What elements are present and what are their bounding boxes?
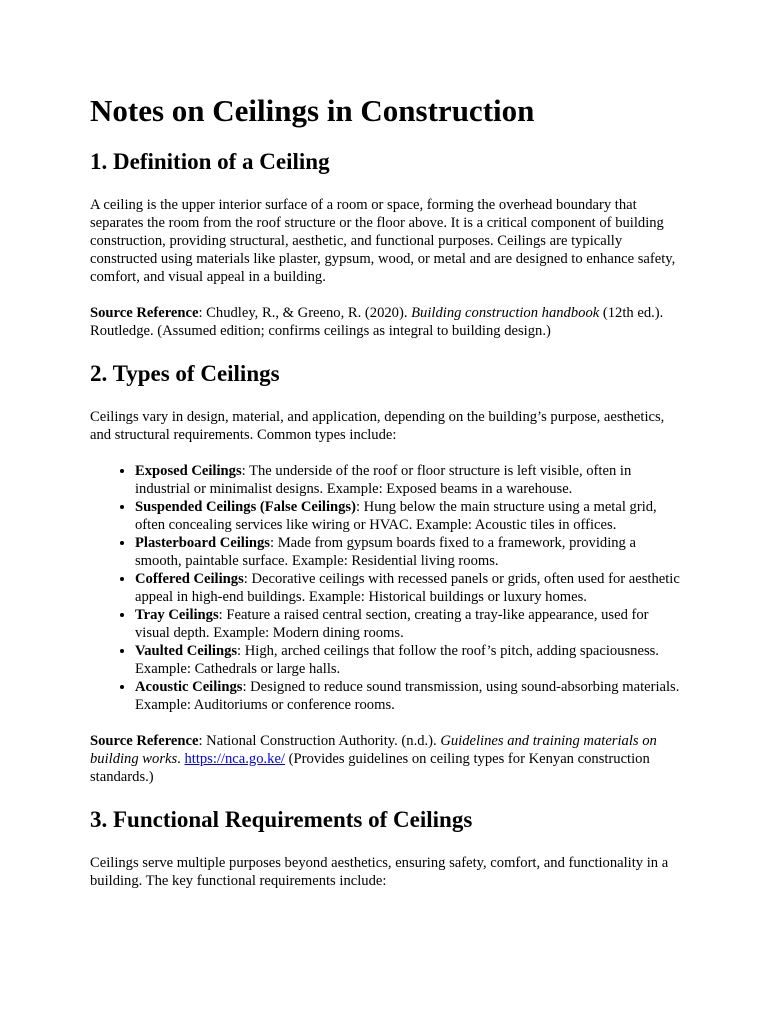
list-item (135, 462, 682, 498)
list-item (135, 606, 682, 642)
list-item (135, 534, 682, 570)
source-text: . (177, 751, 185, 767)
list-item-desc: : High, arched ceilings that follow the roof’s pitch, adding spaciousness. Example: Cathedrals or large halls. (135, 643, 659, 677)
list-item-term: Coffered Ceilings (135, 571, 244, 587)
source-text: : Chudley, R., & Greeno, R. (2020). (198, 305, 412, 321)
list-item-desc: : Designed to reduce sound transmission, using sound-absorbing materials. Example: Auditoriums or conference rooms. (135, 679, 680, 713)
source-label: Source Reference (90, 733, 199, 749)
section-heading-definition: 1. Definition of a Ceiling (90, 149, 330, 174)
source-reference-definition (90, 304, 682, 340)
types-intro-paragraph: Ceilings vary in design, material, and application, depending on the building’s purpose, aesthetics, and structural requirements. Common types include: (90, 409, 665, 443)
definition-paragraph: A ceiling is the upper interior surface of a room or space, forming the overhead boundary that separates the room from the roof structure or the floor above. It is a critical component of building construction, providing structural, aesthetic, and functional purposes. Ceilings are typically constructed using materials like plaster, gypsum, wood, or metal and are designed to enhance safety, comfort, and visual appeal in a building. (90, 197, 676, 285)
source-text: (12th ed.). Routledge. (Assumed edition; confirms ceilings as integral to building design.) (90, 305, 664, 339)
document-content (90, 92, 682, 890)
source-title: Guidelines and training materials on building works (90, 733, 657, 767)
list-item (135, 570, 682, 606)
ceiling-types-list (90, 462, 682, 714)
source-reference-types (90, 732, 682, 786)
list-item-term: Acoustic Ceilings (135, 679, 243, 695)
section-heading-functional: 3. Functional Requirements of Ceilings (90, 807, 473, 832)
list-item-term: Plasterboard Ceilings (135, 535, 270, 551)
list-item-desc: : Hung below the main structure using a metal grid, often concealing services like wiring or HVAC. Example: Acoustic tiles in offices. (135, 499, 657, 533)
list-item-term: Tray Ceilings (135, 607, 219, 623)
list-item (135, 678, 682, 714)
list-item-term: Exposed Ceilings (135, 463, 242, 479)
list-item (135, 498, 682, 534)
list-item-desc: : Feature a raised central section, creating a tray-like appearance, used for visual depth. Example: Modern dining rooms. (135, 607, 649, 641)
source-text: : National Construction Authority. (n.d.). (198, 733, 441, 749)
source-text: (Provides guidelines on ceiling types for Kenyan construction standards.) (90, 751, 650, 785)
list-item (135, 642, 682, 678)
document-title: Notes on Ceilings in Construction (90, 93, 535, 128)
list-item-desc: : The underside of the roof or floor structure is left visible, often in industrial or minimalist designs. Example: Exposed beams in a warehouse. (135, 463, 632, 497)
nca-link[interactable]: https://nca.go.ke/ (184, 751, 285, 767)
functional-intro-paragraph: Ceilings serve multiple purposes beyond aesthetics, ensuring safety, comfort, and functionality in a building. The key functional requirements include: (90, 855, 669, 889)
list-item-term: Vaulted Ceilings (135, 643, 238, 659)
list-item-term: Suspended Ceilings (False Ceilings) (135, 499, 356, 515)
list-item-desc: : Made from gypsum boards fixed to a framework, providing a smooth, paintable surface. Example: Residential living rooms. (135, 535, 636, 569)
section-heading-types: 2. Types of Ceilings (90, 361, 280, 386)
source-title: Building construction handbook (411, 305, 600, 321)
source-label: Source Reference (90, 305, 199, 321)
list-item-desc: : Decorative ceilings with recessed panels or grids, often used for aesthetic appeal in high-end buildings. Example: Historical buildings or luxury homes. (135, 571, 680, 605)
